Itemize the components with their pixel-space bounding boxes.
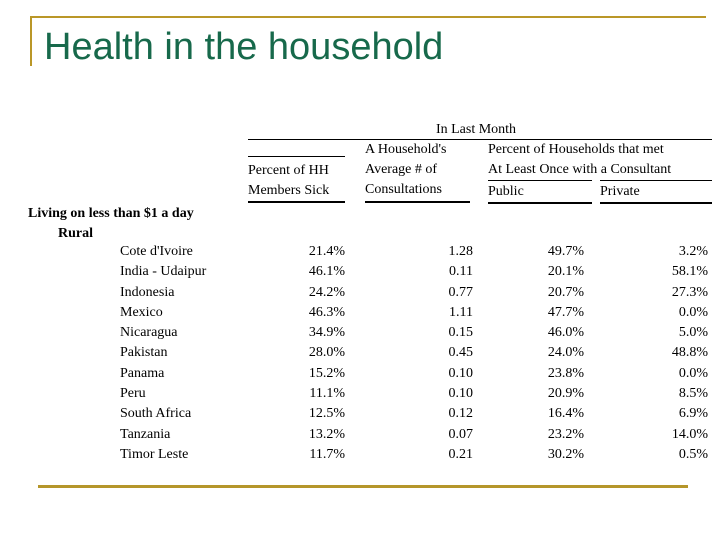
consultations-value: 0.15 (448, 325, 473, 341)
public-value: 16.4% (547, 406, 584, 422)
country-label: Mexico (120, 304, 163, 320)
column-header-text: Average # of (365, 162, 438, 177)
gold-left-rule (30, 16, 32, 66)
country-label: Peru (120, 386, 146, 402)
sick-value: 21.4% (308, 244, 345, 259)
column-header-text: A Household's (365, 142, 447, 157)
public-value: 24.0% (547, 345, 584, 361)
table-row (0, 384, 720, 404)
country-label: Cote d'Ivoire (120, 244, 193, 259)
table-row (0, 364, 720, 384)
sick-value: 28.0% (308, 345, 345, 361)
public-value: 46.0% (547, 325, 584, 341)
public-value: 47.7% (547, 304, 584, 320)
country-label: India - Udaipur (120, 264, 207, 280)
public-value: 23.2% (547, 426, 584, 442)
table-row (0, 425, 720, 445)
private-value: 6.9% (678, 406, 708, 422)
country-label: Tanzania (120, 426, 171, 442)
table-body (0, 242, 720, 465)
country-label: Timor Leste (120, 446, 189, 462)
consultations-value: 0.07 (448, 426, 473, 442)
column-header-public: Public (488, 180, 592, 204)
column-header-percent-sick (248, 156, 345, 203)
column-header-text: Consultations (365, 182, 443, 197)
private-value: 5.0% (678, 325, 708, 341)
sick-value: 46.3% (308, 304, 345, 320)
country-label: Panama (120, 365, 165, 381)
consultations-value: 1.11 (449, 304, 473, 320)
consultations-value: 0.12 (448, 406, 473, 422)
column-header-consultant-span (488, 140, 720, 180)
column-header-text: Percent of HH (248, 163, 329, 178)
gold-top-rule (30, 16, 706, 18)
private-value: 58.1% (671, 264, 708, 280)
subsection-label: Rural (58, 226, 93, 241)
sick-value: 13.2% (308, 426, 345, 442)
table-row (0, 323, 720, 343)
private-value: 48.8% (671, 345, 708, 361)
column-header-consultations (365, 140, 470, 203)
sick-value: 11.7% (309, 446, 345, 462)
public-value: 20.9% (547, 386, 584, 402)
page-title: Health in the household (44, 26, 444, 68)
spanner-header-in-last-month: In Last Month (435, 122, 517, 137)
country-label: Indonesia (120, 284, 175, 300)
public-value: 30.2% (547, 446, 584, 462)
table-row (0, 303, 720, 323)
gold-bottom-rule (38, 485, 688, 488)
public-value: 23.8% (547, 365, 584, 381)
sick-value: 46.1% (308, 264, 345, 280)
consultations-value: 0.77 (448, 284, 473, 300)
consultations-value: 0.10 (448, 365, 473, 381)
public-value: 20.1% (547, 264, 584, 280)
private-value: 0.0% (678, 365, 708, 381)
country-label: Nicaragua (120, 325, 178, 341)
private-value: 3.2% (678, 244, 708, 259)
country-label: Pakistan (120, 345, 168, 361)
consultations-value: 0.10 (448, 386, 473, 402)
private-value: 14.0% (671, 426, 708, 442)
table-row (0, 242, 720, 262)
private-value: 0.0% (678, 304, 708, 320)
table-row (0, 262, 720, 282)
consultations-value: 1.28 (448, 244, 473, 259)
table-row (0, 445, 720, 465)
consultations-value: 0.11 (449, 264, 473, 280)
table-row (0, 343, 720, 363)
table-row (0, 404, 720, 424)
column-header-text: Members Sick (248, 183, 330, 198)
table-row (0, 283, 720, 303)
public-value: 20.7% (547, 284, 584, 300)
private-value: 8.5% (678, 386, 708, 402)
sick-value: 24.2% (308, 284, 345, 300)
private-value: 0.5% (678, 446, 708, 462)
consultations-value: 0.21 (448, 446, 473, 462)
sick-value: 34.9% (308, 325, 345, 341)
section-label: Living on less than $1 a day (28, 206, 194, 221)
sick-value: 11.1% (309, 386, 345, 402)
private-value: 27.3% (671, 284, 708, 300)
column-header-text: Percent of Households that met (488, 142, 664, 157)
column-header-private: Private (600, 180, 712, 204)
public-value: 49.7% (547, 244, 584, 259)
country-label: South Africa (120, 406, 192, 422)
column-header-text: At Least Once with a Consultant (488, 162, 672, 177)
consultations-value: 0.45 (448, 345, 473, 361)
sick-value: 15.2% (308, 365, 345, 381)
sick-value: 12.5% (308, 406, 345, 422)
